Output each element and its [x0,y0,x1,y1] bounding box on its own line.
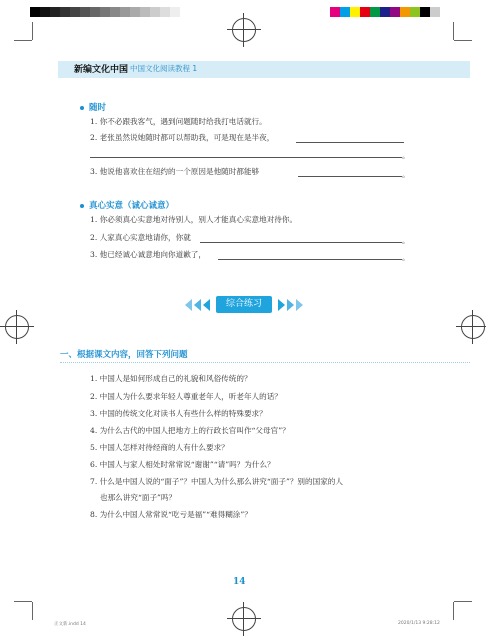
crop-mark [454,40,472,41]
arrow-left-icon [203,299,210,311]
fill-in-blank[interactable] [200,242,402,243]
printer-color-bar [330,7,440,17]
example-sentence: 3. 他已经诚心诚意地向你道歉了， [90,250,206,259]
heading-divider [60,362,470,363]
question-item: 1. 中国人是如何形成自己的礼貌和风俗传统的？ [90,374,252,383]
printer-grayscale-bar [30,7,180,17]
bullet-dot [80,204,84,208]
question-item: 4. 为什么古代的中国人把地方上的行政长官叫作“父母官”？ [90,426,290,435]
section-title-suishi [80,101,106,113]
arrow-left-icon [194,299,201,311]
example-sentence: 2. 人家真心实意地请你，你就 [90,233,191,242]
question-item: 3. 中国的传统文化对读书人有些什么样的特殊要求？ [90,409,267,418]
page-number: 14 [233,577,246,587]
section-title-zhenxin [80,199,174,211]
example-sentence: 1. 你必须真心实意地对待别人，别人才能真心实意地对待你。 [90,215,298,224]
question-item: 6. 中国人与家人相处时常常说“谢谢”“请”吗？为什么？ [90,460,275,469]
registration-mark-top [232,18,256,42]
arrow-right-icon [287,299,294,311]
crop-mark [14,601,32,602]
footer-timestamp: 2020/1/13 9:28:12 [398,621,440,626]
crop-mark [14,40,32,41]
sentence-end-period: 。 [402,151,410,160]
sentence-end-period: 。 [402,170,410,179]
questions-heading: 一、根据课文内容，回答下列问题 [60,350,188,360]
sentence-end-period: 。 [402,253,410,262]
example-sentence: 2. 老张虽然说她随时都可以帮助我，可是现在是半夜， [90,133,275,142]
question-item: 8. 为什么中国人常常说“吃亏是福”“难得糊涂”？ [90,510,252,519]
registration-mark-bottom [232,607,256,631]
fill-in-blank[interactable] [296,142,404,143]
example-sentence: 1. 你不必跟我客气，遇到问题随时给我打电话就行。 [90,117,267,126]
exercise-banner: 综合练习 [216,296,272,313]
crop-mark [32,22,33,40]
arrow-right-icon [296,299,303,311]
arrow-right-icon [278,299,285,311]
crop-mark [454,601,472,602]
crop-mark [32,602,33,620]
sentence-end-period: 。 [402,236,410,245]
crop-mark [453,602,454,620]
registration-mark-right [461,315,485,339]
example-sentence: 3. 他说他喜欢住在纽约的一个原因是他随时都能够 [90,167,260,176]
fill-in-blank[interactable] [298,176,402,177]
fill-in-blank[interactable] [218,259,402,260]
book-subtitle: 中国文化阅读教程 1 [130,64,198,73]
section-title-text: 随时 [89,103,107,113]
section-title-text: 真心实意（诚心诚意） [89,201,175,211]
footer-file-name: 正文新.indd 14 [54,622,86,627]
question-item: 7. 什么是中国人说的“面子”？中国人为什么那么讲究“面子”？别的国家的人 [90,477,343,486]
book-title: 新编文化中国 [74,65,129,75]
arrow-left-icon [185,299,192,311]
registration-mark-left [5,315,29,339]
fill-in-blank[interactable] [90,157,402,158]
crop-mark [453,22,454,40]
question-item-continuation: 也那么讲究“面子”吗？ [100,493,177,502]
question-item: 2. 中国人为什么要求年轻人尊重老年人，听老年人的话？ [90,392,282,401]
bullet-dot [80,106,84,110]
question-item: 5. 中国人怎样对待经商的人有什么要求？ [90,443,229,452]
